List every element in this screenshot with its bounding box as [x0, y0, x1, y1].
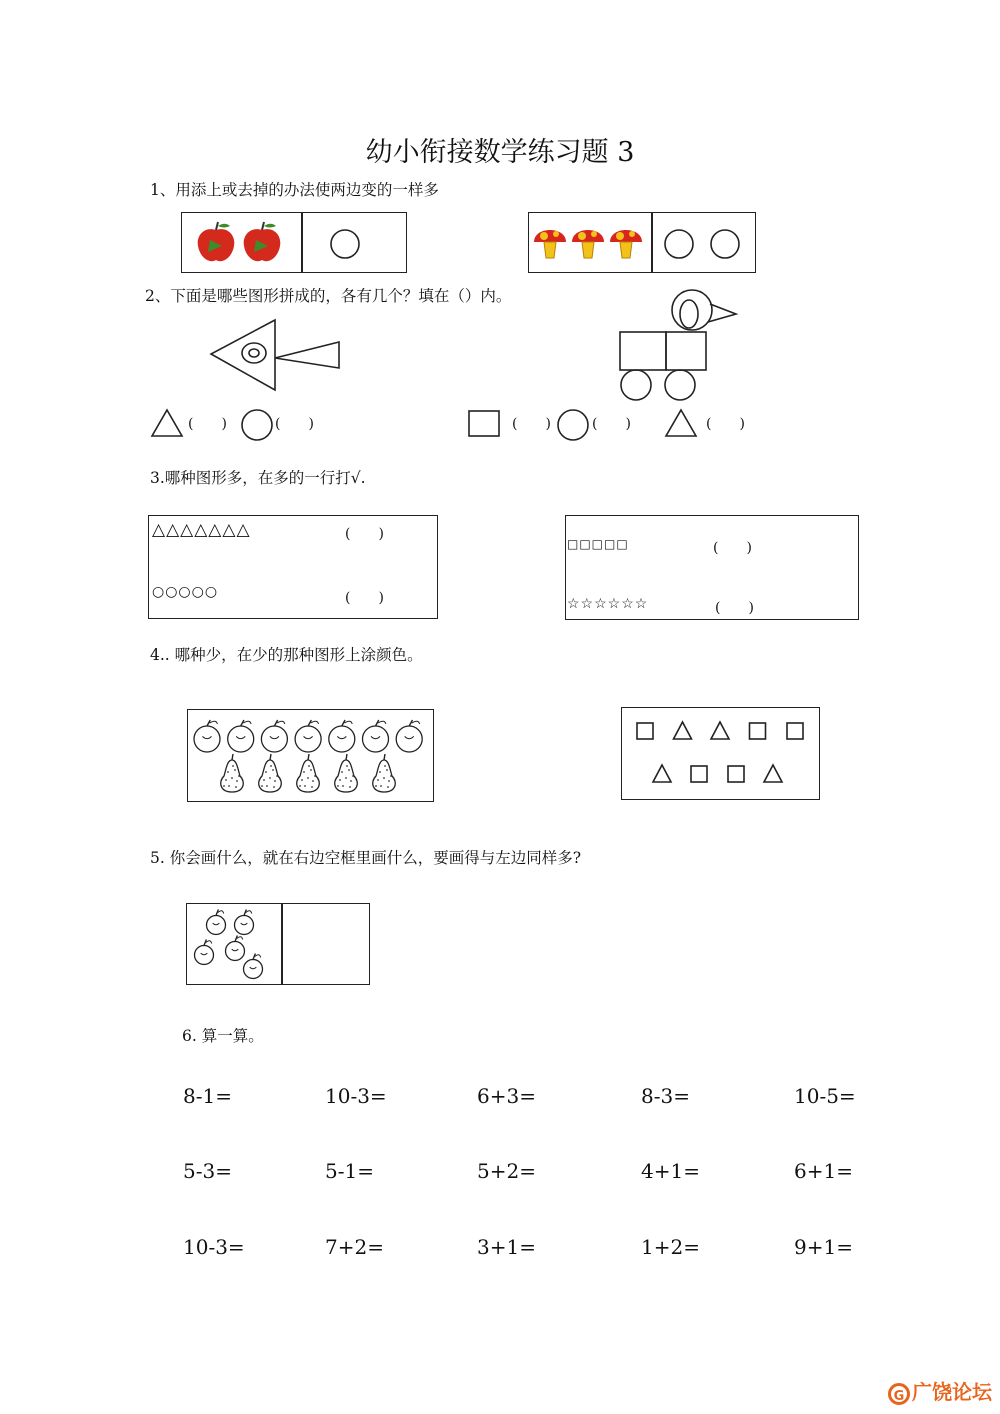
pear-icon [221, 754, 244, 792]
triangle-icon [764, 765, 782, 782]
q1-right-divider [651, 212, 653, 273]
square-icon [787, 723, 803, 739]
q2-answer-square[interactable]: ( ) [512, 416, 551, 432]
q1-left-divider [301, 212, 303, 273]
q2-fish-figure [205, 318, 345, 398]
q3-triangle-row: △△△△△△△ [152, 520, 251, 540]
question-5-label: 5. 你会画什么，就在右边空框里画什么，要画得与左边同样多? [150, 849, 582, 867]
triangle-icon [653, 765, 671, 782]
square-icon [637, 723, 653, 739]
circle-icon [555, 408, 591, 442]
apple-icon [244, 222, 281, 261]
triangle-icon [664, 408, 698, 438]
q4-fruit-drawing [187, 709, 434, 802]
watermark-logo-icon: G [888, 1383, 910, 1405]
apple-icon [295, 720, 321, 752]
apple-icon [228, 720, 254, 752]
apple-icon [198, 222, 235, 261]
apple-icon [261, 720, 287, 752]
equation[interactable]: 9+1= [794, 1235, 853, 1259]
apple-icon [363, 720, 389, 752]
equation[interactable]: 1+2= [641, 1235, 700, 1259]
question-4-label: 4.. 哪种少，在少的那种图形上涂颜色。 [150, 646, 423, 664]
apple-icon [195, 940, 214, 965]
q5-apples [186, 903, 282, 985]
q3-answer-squares[interactable]: ( ) [713, 540, 752, 556]
apple-icon [329, 720, 355, 752]
apple-icon [207, 910, 226, 935]
triangle-icon [711, 722, 729, 739]
q1-right-circles [662, 228, 746, 260]
apple-icon [194, 720, 220, 752]
q3-square-row: □□□□□ [567, 537, 629, 551]
question-3-label: 3.哪种图形多，在多的一行打√. [150, 469, 366, 487]
square-icon [467, 410, 501, 438]
apple-icon [244, 954, 263, 979]
equation[interactable]: 10-3= [183, 1235, 245, 1259]
q3-answer-stars[interactable]: ( ) [715, 600, 754, 616]
mushroom-icon [610, 230, 642, 258]
equation[interactable]: 8-1= [183, 1084, 232, 1108]
q4-shape-drawing [621, 707, 820, 800]
pear-icon [259, 754, 282, 792]
q2-bird-figure [612, 288, 742, 404]
pear-icon [373, 754, 396, 792]
q3-answer-triangles[interactable]: ( ) [345, 526, 384, 542]
equation[interactable]: 6+1= [794, 1159, 853, 1183]
q2-answer-circle-right[interactable]: ( ) [592, 416, 631, 432]
circle-icon [665, 230, 693, 258]
equation[interactable]: 10-5= [794, 1084, 856, 1108]
square-icon [691, 766, 707, 782]
page-title: 幼小衔接数学练习题 3 [365, 137, 635, 168]
apple-icon [235, 910, 254, 935]
question-1-label: 1、用添上或去掉的办法使两边变的一样多 [150, 181, 439, 199]
equation[interactable]: 5-1= [325, 1159, 374, 1183]
circle-icon [329, 228, 361, 260]
mushroom-icon [572, 230, 604, 258]
pear-icon [335, 754, 358, 792]
q3-answer-circles[interactable]: ( ) [345, 590, 384, 606]
q1-mushrooms [532, 220, 650, 266]
q2-answer-triangle-left[interactable]: ( ) [188, 416, 227, 432]
watermark [888, 1376, 992, 1405]
equation[interactable]: 5-3= [183, 1159, 232, 1183]
q2-answer-circle-left[interactable]: ( ) [275, 416, 314, 432]
question-2-label: 2、下面是哪些图形拼成的，各有几个？填在（）内。 [145, 287, 512, 305]
equation[interactable]: 7+2= [325, 1235, 384, 1259]
equation[interactable]: 5+2= [477, 1159, 536, 1183]
triangle-icon [674, 722, 692, 739]
q2-answer-triangle-right[interactable]: ( ) [706, 416, 745, 432]
equation[interactable]: 10-3= [325, 1084, 387, 1108]
q5-drawing-area[interactable] [284, 905, 368, 983]
q3-star-row: ☆☆☆☆☆☆ [567, 596, 649, 612]
equation[interactable]: 6+3= [477, 1084, 536, 1108]
equation[interactable]: 8-3= [641, 1084, 690, 1108]
mushroom-icon [534, 230, 566, 258]
circle-icon [240, 408, 274, 442]
equation[interactable]: 4+1= [641, 1159, 700, 1183]
q1-apples [196, 222, 286, 266]
equation[interactable]: 3+1= [477, 1235, 536, 1259]
q3-circle-row: ○○○○○ [152, 584, 219, 600]
square-icon [750, 723, 766, 739]
triangle-icon [150, 408, 184, 438]
apple-icon [396, 720, 422, 752]
question-6-label: 6. 算一算。 [182, 1027, 264, 1045]
apple-icon [226, 936, 245, 961]
watermark-text: 广饶论坛 [912, 1380, 992, 1404]
pear-icon [297, 754, 320, 792]
square-icon [728, 766, 744, 782]
circle-icon [711, 230, 739, 258]
